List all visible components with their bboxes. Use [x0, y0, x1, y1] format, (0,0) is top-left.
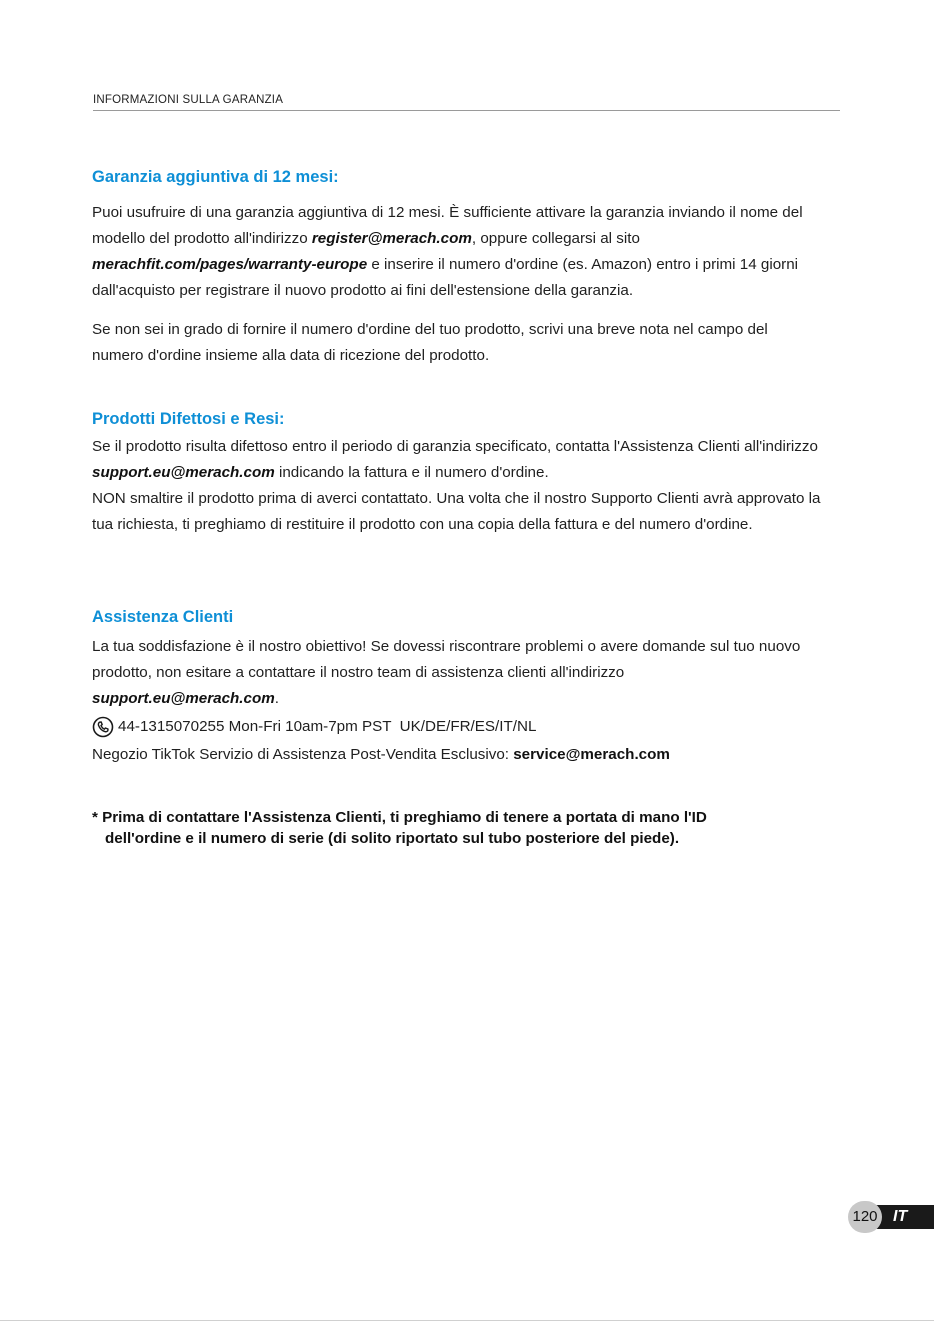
register-email[interactable]: register@merach.com [311, 230, 472, 247]
phone-row [92, 714, 862, 740]
page-number: 120 [848, 1201, 882, 1233]
support-text-1: La tua soddisfazione è il nostro obiettivo! Se dovessi riscontrare problemi o avere domande sul tuo nuovo prodotto, non esitare a contattare il nostro team di assistenza clienti all'indirizzo [92, 638, 801, 681]
support-section [92, 606, 862, 768]
tiktok-label: Negozio TikTok Servizio di Assistenza Post-Vendita Esclusivo: [92, 746, 514, 763]
language-badge: IT [866, 1205, 934, 1229]
defects-text-2: indicando la fattura e il numero d'ordine. [274, 464, 549, 481]
page-footer [848, 1201, 934, 1233]
phone-number[interactable]: 44-1315070255 Mon-Fri 10am-7pm PST UK/DE/FR/ES/IT/NL [118, 718, 537, 735]
warranty-text-3: e inserire il numero d'ordine (es. Amazon) entro i primi 14 giorni dall'acquisto per registrare il nuovo prodotto ai fini dell'estensione della garanzia. [92, 256, 799, 299]
contact-note [92, 807, 812, 849]
warranty-heading: Garanzia aggiuntiva di 12 mesi: [92, 168, 339, 186]
support-email[interactable]: support.eu@merach.com [92, 464, 275, 481]
support-dot: . [274, 690, 279, 707]
warranty-paragraph-1 [92, 200, 837, 304]
warranty-text-1: Puoi usufruire di una garanzia aggiuntiva di 12 mesi. È sufficiente attivare la garanzia inviando il nome del modello del prodotto all'indirizzo [92, 204, 803, 247]
defects-text-1: Se il prodotto risulta difettoso entro il periodo di garanzia specificato, contatta l'Assistenza Clienti all'indirizzo [92, 438, 818, 455]
note-line-1: * Prima di contattare l'Assistenza Clienti, ti preghiamo di tenere a portata di mano l'ID [92, 809, 707, 826]
warranty-text-2: , oppure collegarsi al sito [471, 230, 640, 247]
phone-icon [92, 716, 114, 738]
warranty-section [92, 166, 862, 369]
note-line-2: dell'ordine e il numero di serie (di solito riportato sul tubo posteriore del piede). [105, 830, 680, 847]
defects-section [92, 408, 862, 538]
support-email-2[interactable]: support.eu@merach.com [92, 690, 275, 707]
warranty-site-link[interactable]: merachfit.com/pages/warranty-europe [92, 256, 368, 273]
bottom-divider [0, 1320, 934, 1321]
tiktok-line [92, 742, 862, 768]
defects-paragraph [92, 434, 837, 538]
section-header: INFORMAZIONI SULLA GARANZIA [93, 94, 840, 111]
support-paragraph [92, 634, 862, 712]
tiktok-email[interactable]: service@merach.com [513, 746, 670, 763]
warranty-paragraph-2: Se non sei in grado di fornire il numero d'ordine del tuo prodotto, scrivi una breve nota nel campo del numero d'ordine insieme alla data di ricezione del prodotto. [92, 321, 768, 364]
defects-text-3: NON smaltire il prodotto prima di averci contattato. Una volta che il nostro Supporto Clienti avrà approvato la tua richiesta, ti preghiamo di restituire il prodotto con una copia della fattura e del numero d'ordine. [92, 490, 821, 533]
defects-heading: Prodotti Difettosi e Resi: [92, 410, 285, 428]
support-heading: Assistenza Clienti [92, 608, 234, 626]
